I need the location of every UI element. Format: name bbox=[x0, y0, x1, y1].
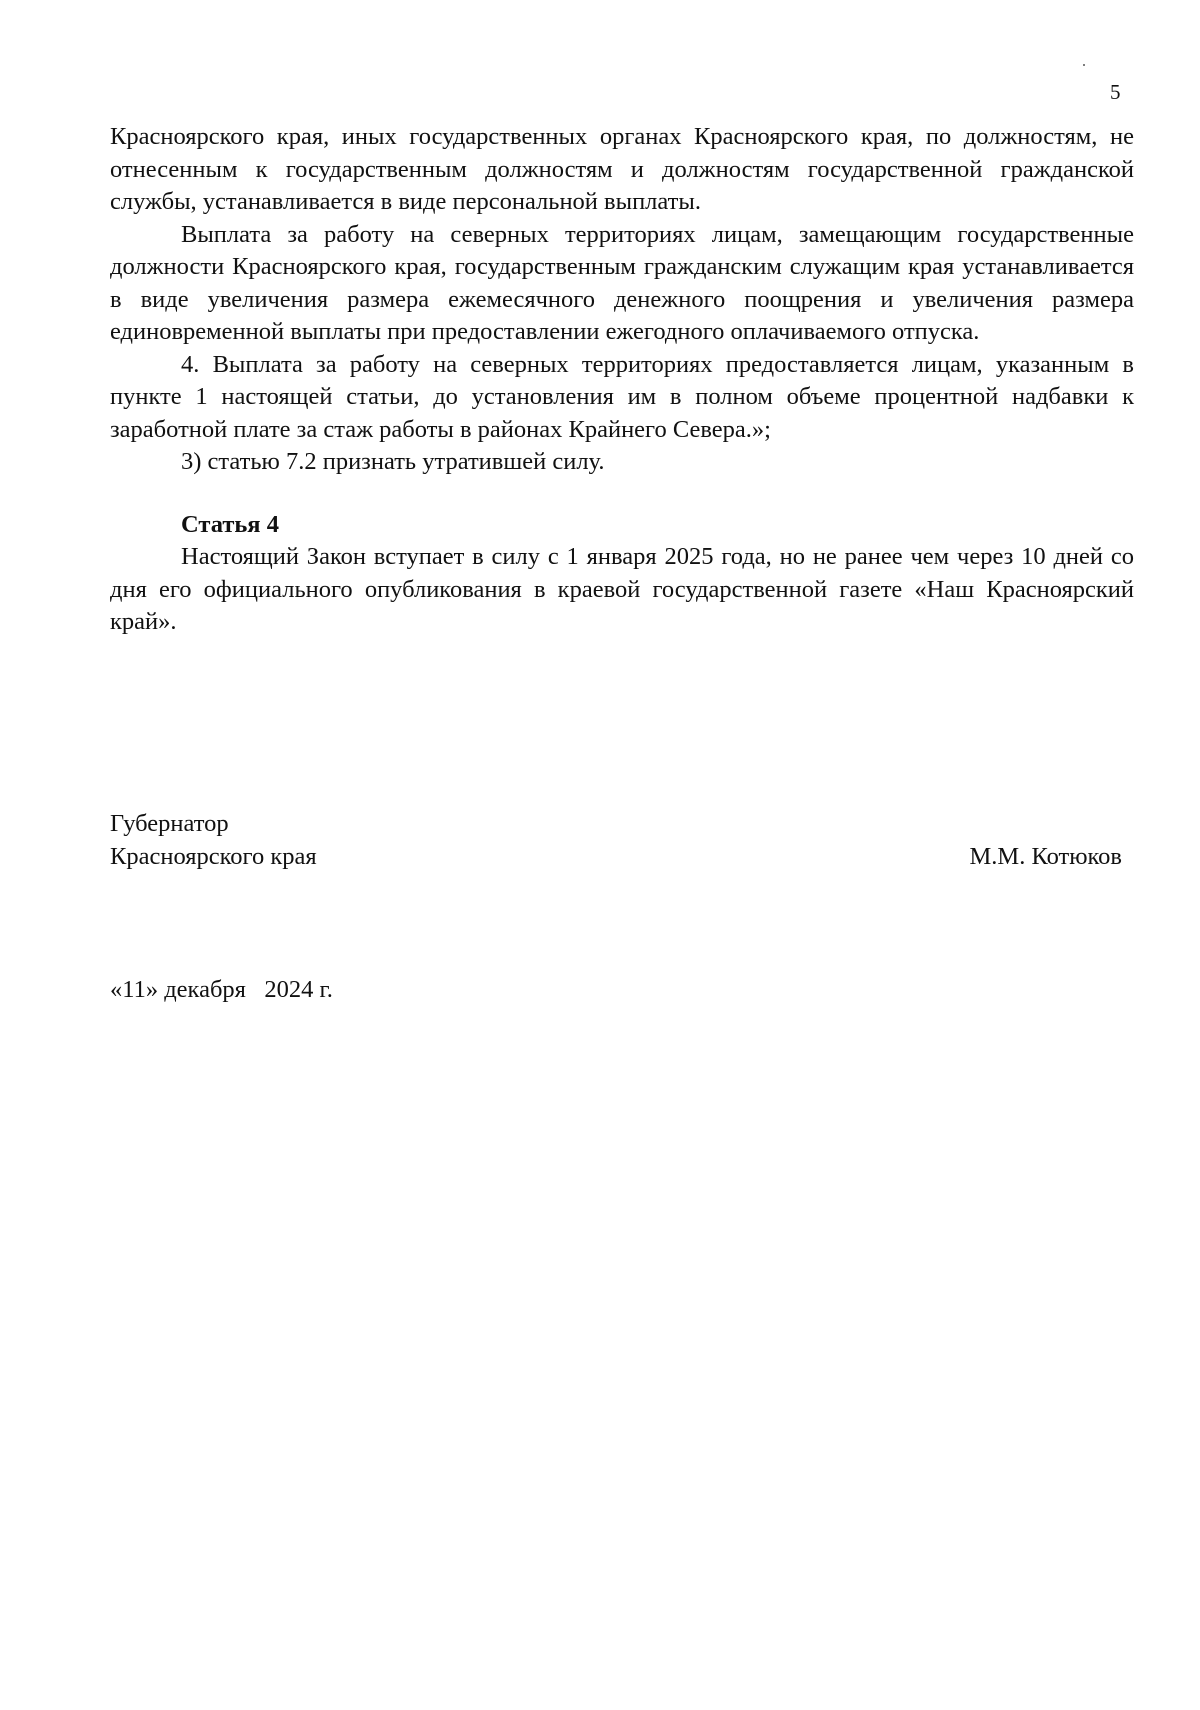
page-number: 5 bbox=[1110, 80, 1121, 104]
signing-date: «11» декабря 2024 г. bbox=[110, 976, 333, 1003]
scan-speck bbox=[1083, 64, 1085, 66]
signature-title-line2: Красноярского края bbox=[110, 842, 317, 870]
article-4-text: Настоящий Закон вступает в силу с 1 января 2025 года, но не ранее чем через 10 дней со дня его официального опубликования в краевой государственной газете «Наш Красноярский край». bbox=[110, 543, 1134, 635]
spacer bbox=[110, 479, 1134, 509]
paragraph-item-4: 4. Выплата за работу на северных территориях предоставляется лицам, указанным в пункте 1 настоящей статьи, до установления им в полном объеме процентной надбавки к заработной плате за стаж работы в районах Крайнего Севера.»; bbox=[110, 350, 1134, 443]
paragraph-continuation: Красноярского края, иных государственных органах Красноярского края, по должностям, не отнесенным к государственным должностям и должностям государственной гражданской службы, устанавливается в виде персональной выплаты. bbox=[110, 123, 1134, 215]
document-body bbox=[110, 121, 1134, 639]
signatory-name: М.М. Котюков bbox=[969, 842, 1122, 870]
paragraph-northern-payment: Выплата за работу на северных территориях лицам, замещающим государственные должности Красноярского края, государственным гражданским служащим края устанавливается в виде увеличения размера ежемесячного денежного поощрения и увеличения размера единовременной выплаты при предоставлении ежегодного оплачиваемого отпуска. bbox=[110, 220, 1134, 345]
article-4-heading: Статья 4 bbox=[181, 510, 279, 538]
signature-block bbox=[110, 808, 1134, 873]
paragraph-item-3-repeal: 3) статью 7.2 признать утратившей силу. bbox=[181, 448, 605, 475]
signature-title-line1: Губернатор bbox=[110, 810, 229, 837]
